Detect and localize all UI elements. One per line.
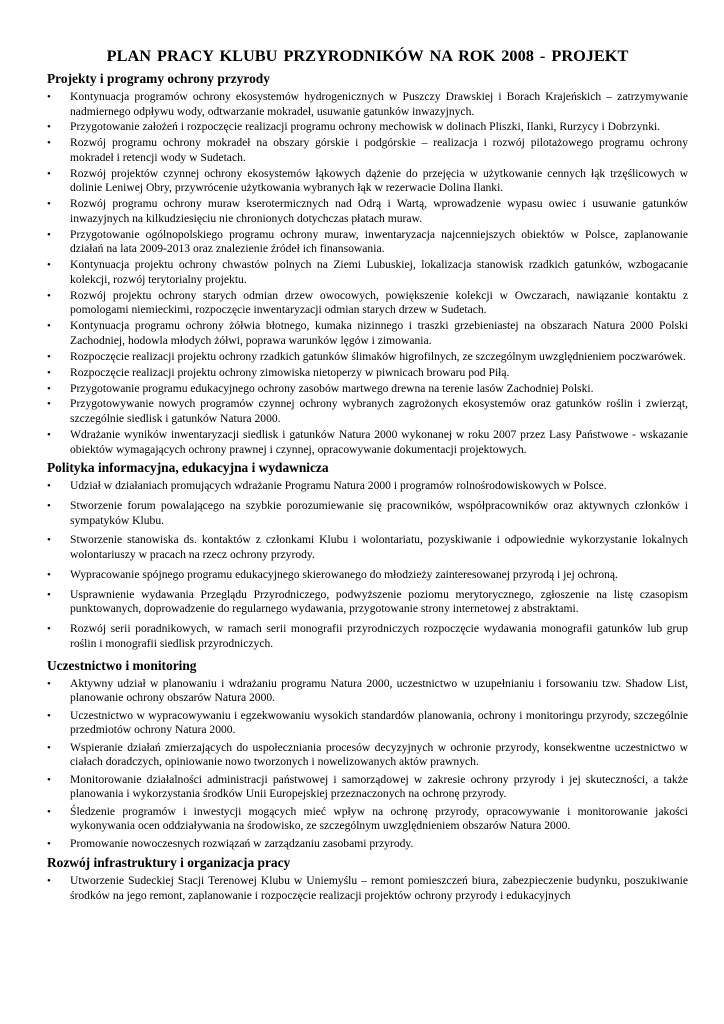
bullet-icon: •: [47, 121, 51, 134]
bullet-icon: •: [47, 428, 51, 441]
list-item-text: Rozwój programu ochrony mokradeł na obszary górskie i podgórskie – realizacja i rozwój pilotażowego programu ochrony mokradeł i retencji wody w Sudetach.: [70, 136, 688, 164]
bullet-icon: •: [47, 568, 51, 581]
list-item-text: Stworzenie stanowiska ds. kontaktów z członkami Klubu i wolontariatu, pozyskiwanie i odpowiednie wykorzystanie lokalnych wolontariuszy w pracach na rzecz ochrony przyrody.: [70, 533, 688, 562]
bullet-icon: •: [47, 198, 51, 211]
bullet-list: [47, 677, 688, 852]
list-item-text: Usprawnienie wydawania Przeglądu Przyrodniczego, podwyższenie poziomu merytorycznego, zgłoszenie na listę czasopism punktowanych, doprowadzenie do regularnego wydawania, przygotowanie strony internetowej z abstraktami.: [70, 587, 688, 616]
list-item-text: Przygotowanie założeń i rozpoczęcie realizacji programu ochrony mechowisk w dolinach Pliszki, Ilanki, Rurzycy i Dobrzynki.: [70, 120, 661, 134]
list-item-text: Aktywny udział w planowaniu i wdrażaniu programu Natura 2000, uczestnictwo w uzupełnianiu i forsowaniu tzw. Shadow List, planowanie ochrony obszarów Natura 2000.: [70, 676, 688, 705]
list-item: [47, 350, 688, 365]
bullet-icon: •: [47, 289, 51, 302]
list-item-text: Śledzenie programów i inwestycji mogących mieć wpływ na ochronę przyrody, opracowywanie i monitorowanie jakości wykonywania ocen oddziaływania na środowisko, ze szczególnym uwzględnieniem obszarów Natura 2000.: [70, 804, 688, 833]
list-item: [47, 382, 688, 397]
list-item-text: Przygotowanie ogólnopolskiego programu ochrony muraw, inwentaryzacja najcenniejszych obiektów w Polsce, zaplanowanie działań na lata 2009-2013 oraz znalezienie źródeł ich finansowania.: [70, 227, 688, 256]
bullet-icon: •: [47, 398, 51, 411]
bullet-icon: •: [47, 805, 51, 818]
list-item: [47, 533, 688, 562]
list-item: [47, 588, 688, 617]
section: [47, 70, 688, 457]
bullet-icon: •: [47, 382, 51, 395]
bullet-icon: •: [47, 320, 51, 333]
list-item: [47, 428, 688, 457]
bullet-list: [47, 90, 688, 457]
list-item-text: Rozwój serii poradnikowych, w ramach serii monografii przyrodniczych rozpoczęcie wydawania monografii gatunków lub grup roślin i monografii siedlisk przyrodniczych.: [70, 622, 688, 650]
list-item-text: Kontynuacja programu ochrony żółwia błotnego, kumaka nizinnego i traszki grzebieniastej na obszarach Natura 2000 Polski Zachodniej, hodowla młodych żółwi, poprawa warunków lęgów i zimowania.: [70, 319, 688, 347]
list-item: [47, 874, 688, 903]
list-item-text: Rozwój projektów czynnej ochrony ekosystemów łąkowych dążenie do przejęcia w użytkowanie cennych łąk trzęślicowych w dolinie Leniwej Obry, przywrócenie użytkowania wybranych łąk w rezerwacie Dolina Ilanki.: [70, 166, 688, 195]
list-item: [47, 837, 688, 852]
list-item-text: Stworzenie forum powalającego na szybkie porozumiewanie się pracowników, współpracowników oraz aktywnych członków i sympatyków Klubu.: [70, 499, 688, 527]
list-item: [47, 499, 688, 528]
section-heading: Polityka informacyjna, edukacyjna i wydawnicza: [47, 460, 329, 476]
bullet-icon: •: [47, 259, 51, 272]
bullet-icon: •: [47, 534, 51, 547]
bullet-icon: •: [47, 875, 51, 888]
bullet-icon: •: [47, 741, 51, 754]
list-item-text: Przygotowywanie nowych programów czynnej ochrony wybranych zagrożonych ekosystemów oraz gatunków roślin i zwierząt, szczególnie siedlisk i gatunków Natura 2000.: [70, 397, 688, 426]
list-item-text: Kontynuacja projektu ochrony chwastów polnych na Ziemi Lubuskiej, lokalizacja stanowisk rzadkich gatunków, wzbogacanie kolekcji, rozwój terytorialny projektu.: [70, 258, 688, 286]
list-item-text: Rozpoczęcie realizacji projektu ochrony zimowiska nietoperzy w piwnicach browaru pod Piłą.: [70, 365, 510, 379]
section-heading: Rozwój infrastruktury i organizacja pracy: [47, 855, 291, 871]
bullet-icon: •: [47, 137, 51, 150]
list-item-text: Promowanie nowoczesnych rozwiązań w zarządzaniu zasobami przyrody.: [70, 836, 414, 850]
list-item-text: Udział w działaniach promujących wdrażanie Programu Natura 2000 i programów rolnośrodowiskowych w Polsce.: [70, 479, 607, 493]
list-item: [47, 709, 688, 738]
section: [47, 459, 688, 651]
list-item: [47, 319, 688, 348]
list-item: [47, 741, 688, 770]
bullet-icon: •: [47, 91, 51, 103]
bullet-list: [47, 874, 688, 903]
list-item: [47, 622, 688, 651]
bullet-icon: •: [47, 677, 51, 690]
list-item-text: Rozwój projektu ochrony starych odmian drzew owocowych, powiększenie kolekcji w Owczarach, nawiązanie kontaktu z pomologami niemieckimi, rozpoczęcie inwentaryzacji odmian starych drzew w Sudetach.: [70, 288, 688, 317]
list-item: [47, 773, 688, 802]
list-item-text: Monitorowanie działalności administracji państwowej i samorządowej w zakresie ochrony przyrody i jej skuteczności, a także planowania i wykorzystania środków Unii Europejskiej przeznaczonych na ochronę przyrody.: [70, 772, 688, 801]
list-item: [47, 805, 688, 834]
list-item-text: Rozwój programu ochrony muraw kserotermicznych nad Odrą i Wartą, wprowadzenie wypasu owiec i usuwanie gatunków inwazyjnych na kilkudziesięciu nie chronionych dotychczas płatach muraw.: [70, 197, 688, 225]
list-item: [47, 677, 688, 706]
list-item-text: Kontynuacja programów ochrony ekosystemów hydrogenicznych w Puszczy Drawskiej i Borach Krajeńskich – zatrzymywanie nadmiernego odpływu wody, odtwarzanie mokradeł, usuwanie gatunków inwazyjnych.: [70, 90, 688, 118]
list-item: [47, 258, 688, 287]
document-body: [47, 70, 688, 903]
list-item: [47, 289, 688, 318]
list-item: [47, 366, 688, 381]
list-item: [47, 197, 688, 226]
section: [47, 854, 688, 903]
section: [47, 657, 688, 852]
list-item-text: Przygotowanie programu edukacyjnego ochrony zasobów martwego drewna na terenie lasów Zachodniej Polski.: [70, 381, 594, 395]
bullet-icon: •: [47, 709, 51, 722]
section-heading: Projekty i programy ochrony przyrody: [47, 71, 270, 86]
list-item: [47, 90, 688, 119]
bullet-icon: •: [47, 500, 51, 512]
list-item: [47, 228, 688, 257]
bullet-icon: •: [47, 623, 51, 636]
bullet-icon: •: [47, 228, 51, 241]
bullet-icon: •: [47, 588, 51, 601]
bullet-icon: •: [47, 773, 51, 786]
list-item-text: Wypracowanie spójnego programu edukacyjnego skierowanego do młodzieży zainteresowanej przyrodą i jej ochroną.: [70, 567, 618, 581]
list-item-text: Wspieranie działań zmierzających do uspołeczniania procesów decyzyjnych w ochronie przyrody, konsekwentne uczestnictwo w ciałach doradczych, opiniowanie nowo tworzonych i nowelizowanych aktów prawnych.: [70, 740, 688, 769]
bullet-icon: •: [47, 480, 51, 493]
list-item: [47, 568, 688, 583]
list-item: [47, 479, 688, 494]
list-item-text: Rozpoczęcie realizacji projektu ochrony rzadkich gatunków ślimaków higrofilnych, ze szczególnym uwzględnieniem poczwarówek.: [70, 349, 686, 363]
document-title: PLAN PRACY KLUBU PRZYRODNIKÓW NA ROK 2008 - PROJEKT: [106, 46, 629, 65]
list-item-text: Uczestnictwo w wypracowywaniu i egzekwowaniu wysokich standardów planowania, ochrony i monitoringu przyrody, szczególnie przedmiotów ochrony Natura 2000.: [70, 708, 688, 737]
list-item-text: Utworzenie Sudeckiej Stacji Terenowej Klubu w Uniemyślu – remont pomieszczeń biura, zabezpieczenie budynku, poszukiwanie środków na jego remont, zaplanowanie i rozpoczęcie realizacji projektów ochrony przyrody i edukacyjnych: [70, 874, 688, 902]
list-item: [47, 136, 688, 165]
bullet-icon: •: [47, 167, 51, 180]
bullet-list: [47, 479, 688, 651]
bullet-icon: •: [47, 350, 51, 363]
list-item: [47, 120, 688, 135]
section-heading: Uczestnictwo i monitoring: [47, 657, 197, 673]
bullet-icon: •: [47, 366, 51, 379]
list-item: [47, 397, 688, 426]
bullet-icon: •: [47, 837, 51, 850]
list-item: [47, 167, 688, 196]
list-item-text: Wdrażanie wyników inwentaryzacji siedlisk i gatunków Natura 2000 wykonanej w roku 2007 przez Lasy Państwowe - wskazanie obiektów wymagających ochrony prawnej i czynnej, opracowywanie dokumentacji projektowych.: [70, 427, 688, 456]
